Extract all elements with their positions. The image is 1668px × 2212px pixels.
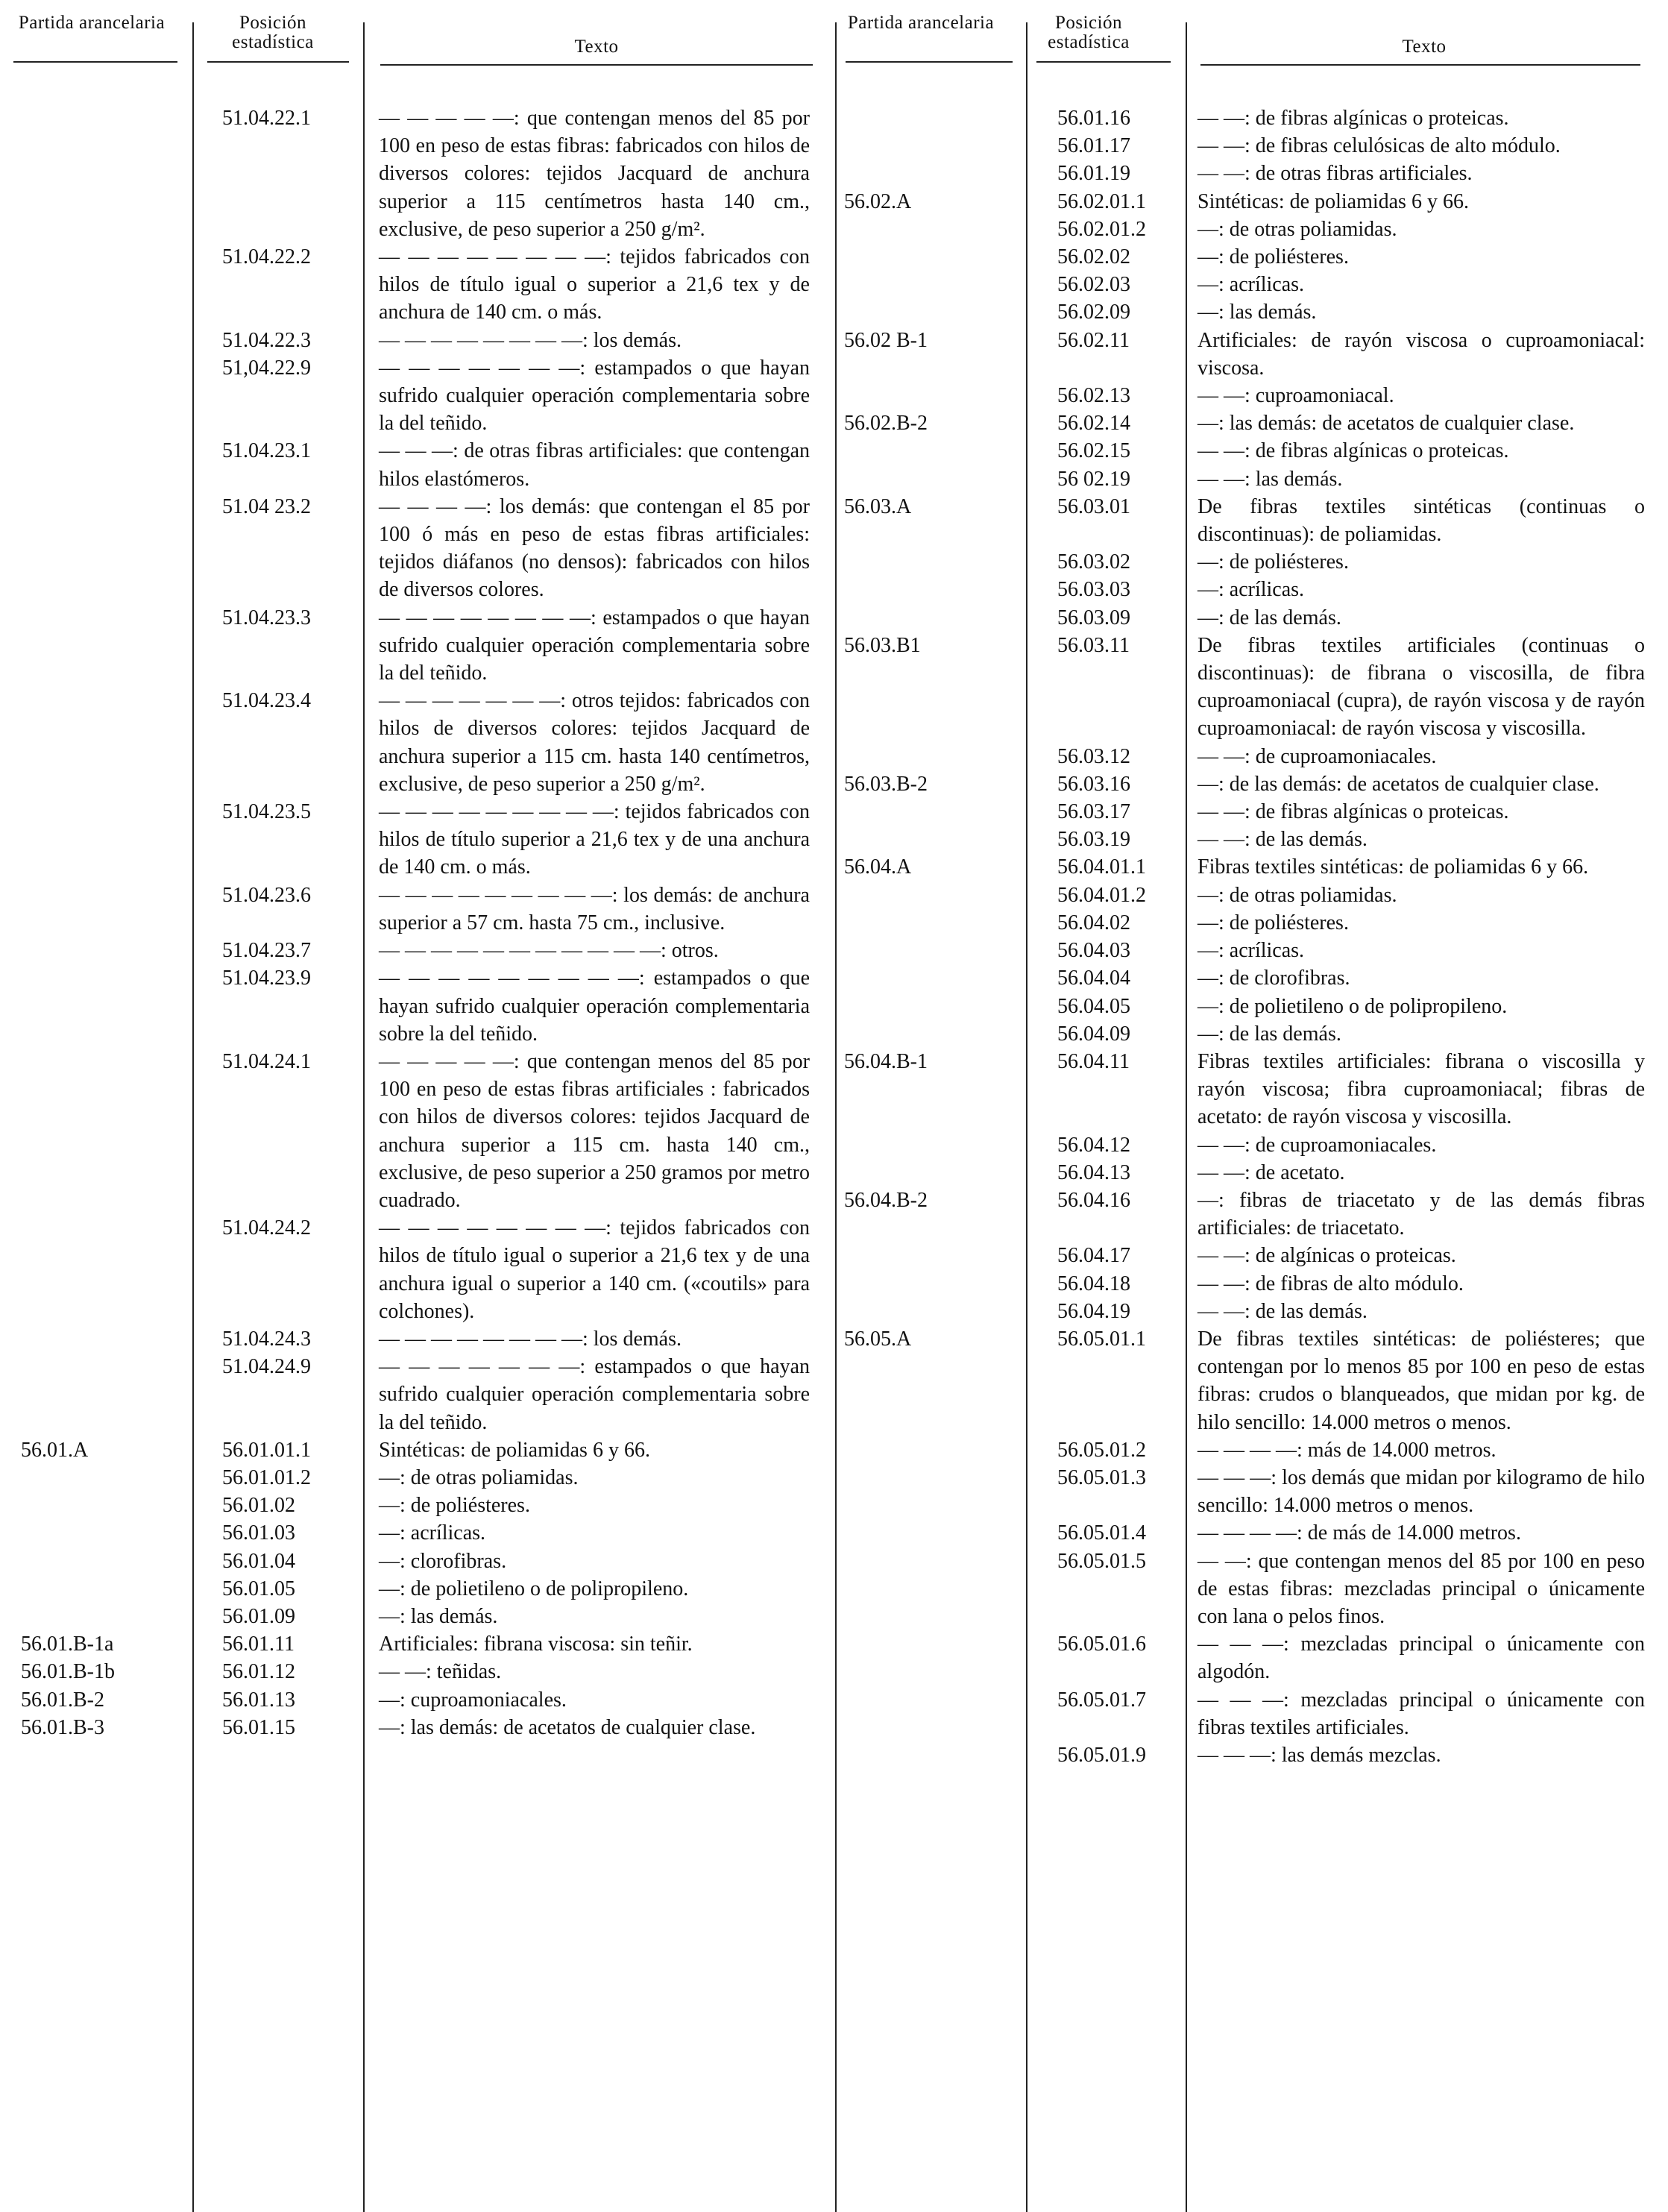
posicion-cell: 56.05.01.2 <box>1057 1438 1146 1462</box>
texto-cell: — — — — — — — —: los demás. <box>379 1327 682 1351</box>
table-row <box>0 882 835 937</box>
posicion-cell: 56.02.13 <box>1057 384 1130 408</box>
partida-cell: 56.04.B-1 <box>844 1049 928 1073</box>
posicion-cell: 56.01.01.1 <box>222 1438 311 1462</box>
table-row <box>835 1298 1668 1325</box>
texto-cell: — —: cuproamoniacal. <box>1198 384 1394 408</box>
partida-cell: 56.01.B-1b <box>21 1660 115 1684</box>
table-row <box>835 882 1668 909</box>
partida-cell: 56.01.B-1a <box>21 1633 114 1656</box>
posicion-cell: 56.05.01.6 <box>1057 1633 1146 1656</box>
texto-cell: — — — — — — — — —: los demás: de anchura superior a 57 cm. hasta 75 cm., inclusive. <box>379 883 810 934</box>
table-row <box>0 1686 835 1714</box>
posicion-cell: 51.04.23.1 <box>222 439 311 463</box>
posicion-cell: 56.03.09 <box>1057 606 1130 629</box>
header-partida-arancelaria: Partida arancelaria <box>847 13 995 33</box>
table-row <box>835 937 1668 964</box>
posicion-cell: 56.04.02 <box>1057 911 1130 934</box>
posicion-cell: 56.04.13 <box>1057 1160 1130 1184</box>
table-row <box>835 1242 1668 1269</box>
table-row <box>835 271 1668 298</box>
posicion-cell: 56.01.01.2 <box>222 1465 311 1489</box>
texto-cell: Sintéticas: de poliamidas 6 y 66. <box>379 1438 650 1462</box>
header-rule <box>380 64 813 66</box>
table-row <box>0 243 835 327</box>
posicion-cell: 56.04.19 <box>1057 1299 1130 1323</box>
texto-cell: — — — — — — —: estampados o que hayan sufrido cualquier operación complementaria sobre la del teñido. <box>379 1355 810 1434</box>
posicion-cell: 51.04.23.5 <box>222 800 311 824</box>
posicion-cell: 56.04.05 <box>1057 994 1130 1018</box>
header-posicion-estadistica: Posición estadística <box>1048 13 1130 52</box>
posicion-cell: 56.05.01.3 <box>1057 1465 1146 1489</box>
posicion-cell: 51.04.23.6 <box>222 883 311 907</box>
table-row <box>0 1548 835 1575</box>
table-row <box>835 1131 1668 1159</box>
posicion-cell: 56.01.12 <box>222 1660 295 1684</box>
texto-cell: Fibras textiles sintéticas: de poliamidas 6 y 66. <box>1198 855 1589 879</box>
table-row <box>835 409 1668 437</box>
header-rule <box>13 61 177 63</box>
texto-cell: —: de polietileno o de polipropileno. <box>379 1577 689 1600</box>
table-row <box>835 853 1668 881</box>
texto-cell: — — — —: de más de 14.000 metros. <box>1198 1521 1521 1545</box>
header-rule <box>846 61 1013 63</box>
table-row <box>835 1187 1668 1242</box>
table-row <box>835 160 1668 187</box>
posicion-cell: 56.02.01.2 <box>1057 217 1146 241</box>
posicion-cell: 51.04.22.1 <box>222 107 311 130</box>
table-row <box>0 1214 835 1325</box>
posicion-cell: 51.04.24.1 <box>222 1049 311 1073</box>
header-partida-arancelaria: Partida arancelaria <box>18 13 166 33</box>
table-row <box>835 576 1668 603</box>
table-row <box>0 1714 835 1741</box>
posicion-cell: 56.01.15 <box>222 1715 295 1739</box>
texto-cell: —: de las demás: de acetatos de cualquier clase. <box>1198 772 1599 796</box>
table-row <box>835 743 1668 770</box>
texto-cell: — — —: mezcladas principal o únicamente con algodón. <box>1198 1633 1645 1684</box>
table-row <box>0 1519 835 1547</box>
texto-cell: — —: de cuproamoniacales. <box>1198 1133 1437 1157</box>
posicion-cell: 56.03.11 <box>1057 633 1130 657</box>
posicion-cell: 56.04.11 <box>1057 1049 1130 1073</box>
posicion-cell: 56.05.01.7 <box>1057 1688 1146 1712</box>
table-row <box>835 1464 1668 1519</box>
table-row <box>0 1325 835 1353</box>
table-row <box>0 687 835 798</box>
posicion-cell: 56.02.11 <box>1057 328 1130 352</box>
texto-cell: —: clorofibras. <box>379 1549 507 1573</box>
partida-cell: 56.03.B1 <box>844 633 921 657</box>
texto-cell: —: de otras poliamidas. <box>1198 883 1397 907</box>
texto-cell: — —: las demás. <box>1198 467 1343 491</box>
texto-cell: —: de otras poliamidas. <box>1198 217 1397 241</box>
texto-cell: —: de clorofibras. <box>1198 967 1350 990</box>
texto-cell: De fibras textiles sintéticas: de poliésteres; que contengan por lo menos 85 por 100 en peso de estas fibras: crudos o blanqueados, que midan por kg. de hilo sencillo: 14.000 metros o menos. <box>1198 1327 1645 1434</box>
texto-cell: — — — — — — — — —: tejidos fabricados con hilos de título superior a 21,6 tex y de una anchura de 140 cm. o más. <box>379 800 810 879</box>
right-table <box>835 0 1668 2212</box>
texto-cell: —: las demás: de acetatos de cualquier clase. <box>1198 412 1575 436</box>
table-row <box>835 1048 1668 1131</box>
table-row <box>835 1741 1668 1769</box>
partida-cell: 56.04.B-2 <box>844 1188 928 1212</box>
posicion-cell: 56.01.11 <box>222 1633 295 1656</box>
texto-cell: —: las demás. <box>1198 301 1317 324</box>
table-row <box>835 1548 1668 1631</box>
partida-cell: 56.01.B-2 <box>21 1688 104 1712</box>
table-row <box>835 798 1668 826</box>
posicion-cell: 51.04.23.3 <box>222 606 311 629</box>
table-row <box>0 1603 835 1630</box>
posicion-cell: 56.03.03 <box>1057 578 1130 602</box>
posicion-cell: 56.01.16 <box>1057 107 1130 130</box>
table-row <box>0 104 835 243</box>
texto-cell: — — — —: más de 14.000 metros. <box>1198 1438 1497 1462</box>
texto-cell: — — — — — — —: estampados o que hayan sufrido cualquier operación complementaria sobre la del teñido. <box>379 356 810 436</box>
posicion-cell: 56.04.17 <box>1057 1244 1130 1268</box>
posicion-cell: 56.02.02 <box>1057 245 1130 269</box>
table-row <box>835 632 1668 743</box>
table-row <box>0 1575 835 1603</box>
table-row <box>0 964 835 1048</box>
table-row <box>835 964 1668 992</box>
posicion-cell: 56.04.03 <box>1057 939 1130 963</box>
texto-cell: — —: que contengan menos del 85 por 100 en peso de estas fibras: mezcladas principal o únicamente con lana o pelos finos. <box>1198 1549 1645 1628</box>
header-posicion-estadistica: Posición estadística <box>232 13 314 52</box>
right-rows <box>835 104 1668 1769</box>
texto-cell: — —: de fibras de alto módulo. <box>1198 1272 1464 1295</box>
table-row <box>0 1353 835 1436</box>
table-row <box>0 1048 835 1214</box>
texto-cell: — — —: las demás mezclas. <box>1198 1743 1441 1767</box>
posicion-cell: 56.05.01.4 <box>1057 1521 1146 1545</box>
table-row <box>0 604 835 688</box>
posicion-cell: 56.01.17 <box>1057 134 1130 158</box>
texto-cell: — —: de las demás. <box>1198 1299 1368 1323</box>
texto-cell: — —: de cuproamoniacales. <box>1198 744 1437 768</box>
partida-cell: 56.02.A <box>844 189 912 213</box>
posicion-cell: 56.02.09 <box>1057 301 1130 324</box>
texto-cell: Fibras textiles artificiales: fibrana o viscosilla y rayón viscosa; fibra cuproamoniacal; fibras de acetato: de rayón viscosa y viscosilla. <box>1198 1049 1645 1129</box>
partida-cell: 56.03.B-2 <box>844 772 928 796</box>
table-row <box>835 1630 1668 1685</box>
texto-cell: — —: de fibras algínicas o proteicas. <box>1198 107 1509 130</box>
table-row <box>0 1464 835 1492</box>
table-row <box>835 1020 1668 1048</box>
posicion-cell: 56.01.13 <box>222 1688 295 1712</box>
partida-cell: 56.02.B-2 <box>844 412 928 436</box>
posicion-cell: 51.04.22.2 <box>222 245 311 269</box>
posicion-cell: 56.04.12 <box>1057 1133 1130 1157</box>
posicion-cell: 56.03.17 <box>1057 800 1130 824</box>
texto-cell: Sintéticas: de poliamidas 6 y 66. <box>1198 189 1469 213</box>
posicion-cell: 51.04.24.9 <box>222 1355 311 1379</box>
posicion-cell: 56.02.03 <box>1057 273 1130 297</box>
table-row <box>835 604 1668 632</box>
table-row <box>0 354 835 438</box>
texto-cell: —: de las demás. <box>1198 1022 1341 1046</box>
posicion-cell: 56.03.12 <box>1057 744 1130 768</box>
posicion-cell: 56.02.01.1 <box>1057 189 1146 213</box>
texto-cell: —: las demás. <box>379 1604 498 1628</box>
table-row <box>835 548 1668 576</box>
posicion-cell: 56.05.01.1 <box>1057 1327 1146 1351</box>
table-row <box>0 493 835 604</box>
table-row <box>835 826 1668 853</box>
posicion-cell: 56.04.01.1 <box>1057 855 1146 879</box>
header-texto: Texto <box>574 37 619 57</box>
table-row <box>835 243 1668 271</box>
table-row <box>0 1658 835 1685</box>
table-row <box>835 298 1668 326</box>
texto-cell: Artificiales: de rayón viscosa o cuproamoniacal: viscosa. <box>1198 328 1645 380</box>
posicion-cell: 56.03.01 <box>1057 494 1130 518</box>
posicion-cell: 56.01.03 <box>222 1521 295 1545</box>
posicion-cell: 56.02.15 <box>1057 439 1130 463</box>
posicion-cell: 56.01.09 <box>222 1604 295 1628</box>
partida-cell: 56.02 B-1 <box>844 328 928 352</box>
texto-cell: —: acrílicas. <box>1198 578 1305 602</box>
texto-cell: — — —: mezcladas principal o únicamente con fibras textiles artificiales. <box>1198 1688 1645 1739</box>
texto-cell: — —: de otras fibras artificiales. <box>1198 162 1473 186</box>
posicion-cell: 56.02.14 <box>1057 412 1130 436</box>
texto-cell: — —: de acetato. <box>1198 1160 1345 1184</box>
texto-cell: —: de poliésteres. <box>1198 550 1349 574</box>
texto-cell: — —: de fibras algínicas o proteicas. <box>1198 439 1509 463</box>
table-row <box>835 770 1668 798</box>
texto-cell: — — — — —: que contengan menos del 85 por 100 en peso de estas fibras artificiales : fabricados con hilos de diversos colores: tejidos Jacquard de anchura superior a 115 cm. hasta 140 cm., exclusive, de peso superior a 250 gramos por metro cuadrado. <box>379 1049 810 1212</box>
table-row <box>835 104 1668 132</box>
partida-cell: 56.01.A <box>21 1438 89 1462</box>
texto-cell: De fibras textiles artificiales (continuas o discontinuas): de fibrana o viscosilla, de fibra cuproamoniacal (cupra), de rayón viscosa y de rayón cuproamoniacal: de rayón viscosa y viscosilla. <box>1198 633 1645 741</box>
texto-cell: —: acrílicas. <box>379 1521 486 1545</box>
texto-cell: —: acrílicas. <box>1198 273 1305 297</box>
texto-cell: —: de poliésteres. <box>1198 245 1349 269</box>
partida-cell: 56.05.A <box>844 1327 912 1351</box>
table-row <box>835 465 1668 493</box>
posicion-cell: 56.03.02 <box>1057 550 1130 574</box>
posicion-cell: 51.04.24.3 <box>222 1327 311 1351</box>
texto-cell: —: cuproamoniacales. <box>379 1688 567 1712</box>
posicion-cell: 56.01.05 <box>222 1577 295 1600</box>
table-row <box>0 798 835 882</box>
texto-cell: — — — — —: que contengan menos del 85 por 100 en peso de estas fibras: fabricados con hilos de diversos colores: tejidos Jacquard de anchura superior a 115 centímetros hasta 140 cm., exclusive, de peso superior a 250 g/m². <box>379 107 810 241</box>
table-row <box>835 437 1668 465</box>
table-row <box>835 493 1668 548</box>
left-rows <box>0 104 835 1741</box>
posicion-cell: 51.04.23.4 <box>222 689 311 713</box>
partida-cell: 56.03.A <box>844 494 912 518</box>
header-rule <box>1036 61 1171 63</box>
table-row <box>835 132 1668 160</box>
table-row <box>835 1325 1668 1436</box>
posicion-cell: 56.01.02 <box>222 1494 295 1518</box>
posicion-cell: 56.01.19 <box>1057 162 1130 186</box>
posicion-cell: 51.04.24.2 <box>222 1216 311 1240</box>
posicion-cell: 51.04.23.7 <box>222 939 311 963</box>
texto-cell: De fibras textiles sintéticas (continuas o discontinuas): de poliamidas. <box>1198 494 1645 547</box>
posicion-cell: 56.01.04 <box>222 1549 295 1573</box>
table-row <box>0 1630 835 1658</box>
texto-cell: — — — — — — — —: los demás. <box>379 328 682 352</box>
table-row <box>835 1159 1668 1187</box>
posicion-cell: 56.04.09 <box>1057 1022 1130 1046</box>
posicion-cell: 56.04.01.2 <box>1057 883 1146 907</box>
texto-cell: —: las demás: de acetatos de cualquier clase. <box>379 1715 756 1739</box>
posicion-cell: 56.05.01.9 <box>1057 1743 1146 1767</box>
texto-cell: — —: de fibras algínicas o proteicas. <box>1198 800 1509 824</box>
texto-cell: Artificiales: fibrana viscosa: sin teñir. <box>379 1633 693 1656</box>
texto-cell: — — — — — — — — —: estampados o que hayan sufrido cualquier operación complementaria sobre la del teñido. <box>379 967 810 1046</box>
posicion-cell: 51.04 23.2 <box>222 494 311 518</box>
table-row <box>835 1519 1668 1547</box>
table-row <box>835 216 1668 243</box>
texto-cell: — — —: los demás que midan por kilogramo de hilo sencillo: 14.000 metros o menos. <box>1198 1465 1645 1518</box>
texto-cell: — — —: de otras fibras artificiales: que contengan hilos elastómeros. <box>379 439 810 491</box>
texto-cell: —: fibras de triacetato y de las demás fibras artificiales: de triacetato. <box>1198 1188 1645 1240</box>
table-row <box>835 382 1668 409</box>
table-row <box>835 188 1668 216</box>
posicion-cell: 56.03.16 <box>1057 772 1130 796</box>
table-row <box>835 1270 1668 1298</box>
posicion-cell: 56.04.16 <box>1057 1188 1130 1212</box>
header-rule <box>207 61 349 63</box>
table-row <box>0 1436 835 1464</box>
texto-cell: — —: de las demás. <box>1198 828 1368 852</box>
table-row <box>835 1436 1668 1464</box>
posicion-cell: 51,04.22.9 <box>222 356 311 380</box>
table-row <box>835 993 1668 1020</box>
table-row <box>0 327 835 354</box>
texto-cell: — — — — — — —: otros tejidos: fabricados con hilos de diversos colores: tejidos Jacquard de anchura superior a 115 cm. hasta 140 centímetros, exclusive, de peso superior a 250 g/m². <box>379 689 810 796</box>
texto-cell: — —: teñidas. <box>379 1660 502 1684</box>
table-row <box>835 1686 1668 1741</box>
texto-cell: —: de las demás. <box>1198 606 1341 629</box>
texto-cell: —: de poliésteres. <box>1198 911 1349 934</box>
texto-cell: —: de otras poliamidas. <box>379 1465 579 1489</box>
partida-cell: 56.01.B-3 <box>21 1715 104 1739</box>
texto-cell: — — — — — — — —: tejidos fabricados con hilos de título igual o superior a 21,6 tex y de anchura de 140 cm. o más. <box>379 245 810 324</box>
posicion-cell: 56.04.04 <box>1057 967 1130 990</box>
posicion-cell: 56.05.01.5 <box>1057 1549 1146 1573</box>
texto-cell: —: de polietileno o de polipropileno. <box>1198 994 1508 1018</box>
texto-cell: — — — — — — — —: estampados o que hayan sufrido cualquier operación complementaria sobre la del teñido. <box>379 606 810 685</box>
posicion-cell: 56.03.19 <box>1057 828 1130 852</box>
table-row <box>0 1492 835 1519</box>
posicion-cell: 56.04.18 <box>1057 1272 1130 1295</box>
table-row <box>0 437 835 492</box>
posicion-cell: 51.04.23.9 <box>222 967 311 990</box>
texto-cell: —: acrílicas. <box>1198 939 1305 963</box>
texto-cell: —: de poliésteres. <box>379 1494 530 1518</box>
posicion-cell: 51.04.22.3 <box>222 328 311 352</box>
header-texto: Texto <box>1402 37 1447 57</box>
header-rule <box>1200 64 1640 66</box>
texto-cell: — —: de algínicas o proteicas. <box>1198 1244 1456 1268</box>
texto-cell: — — — — — — — — — — —: otros. <box>379 939 719 963</box>
table-row <box>835 327 1668 382</box>
texto-cell: — —: de fibras celulósicas de alto módulo. <box>1198 134 1561 158</box>
partida-cell: 56.04.A <box>844 855 912 879</box>
texto-cell: — — — — — — — —: tejidos fabricados con hilos de título igual o superior a 21,6 tex y de una anchura igual o superior a 140 cm. («coutils» para colchones). <box>379 1216 810 1323</box>
posicion-cell: 56 02.19 <box>1057 467 1130 491</box>
table-row <box>0 937 835 964</box>
texto-cell: — — — —: los demás: que contengan el 85 por 100 ó más en peso de estas fibras artificiales: tejidos diáfanos (no densos): fabricados con hilos de diversos colores. <box>379 494 810 602</box>
table-row <box>835 909 1668 937</box>
